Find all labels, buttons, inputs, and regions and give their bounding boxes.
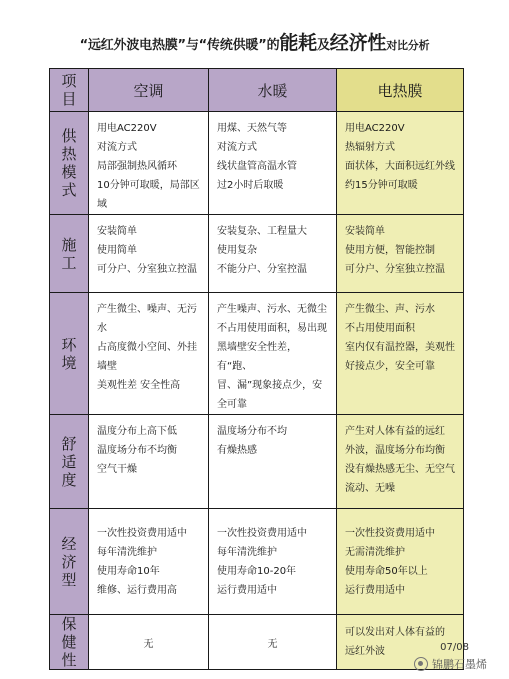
table-cell: 用电AC220V 对流方式 局部强制热风循环 10分钟可取暖，局部区域 (89, 112, 209, 215)
table-header-row (50, 69, 464, 112)
table-row-health (50, 615, 464, 670)
title-emphasis-energy: 能耗 (279, 32, 317, 54)
header-item: 项目 (50, 69, 89, 112)
table-cell: 温度分布上高下低 温度场分布不均衡 空气干燥 (89, 415, 209, 509)
table-cell: 安装简单 使用简单 可分户、分室独立控温 (89, 215, 209, 293)
table-cell: 用煤、天然气等 对流方式 线状盘管高温水管 过2小时后取暖 (209, 112, 337, 215)
table-row-comfort (50, 415, 464, 509)
table-cell: 安装简单 使用方便，智能控制 可分户、分室独立控温 (337, 215, 464, 293)
watermark (414, 656, 487, 672)
page-title (0, 28, 509, 55)
row-label: 经济型 (50, 509, 89, 615)
table-cell: 无 (209, 615, 337, 670)
table-cell: 无 (89, 615, 209, 670)
table-row-environment (50, 293, 464, 415)
comparison-table (49, 68, 464, 670)
title-text: “远红外波电热膜”与“传统供暖”的 (79, 38, 280, 53)
table-cell: 安装复杂、工程量大 使用复杂 不能分户、分室控温 (209, 215, 337, 293)
table-cell: 产生微尘、声、污水 不占用使用面积 室内仅有温控器，美观性 好接点少，安全可靠 (337, 293, 464, 415)
table-cell: 一次性投资费用适中 无需清洗维护 使用寿命50年以上 运行费用适中 (337, 509, 464, 615)
wechat-icon (414, 657, 428, 671)
row-label: 供热模式 (50, 112, 89, 215)
table-cell: 产生对人体有益的远红 外波，温度场分布均衡 没有燥热感无尘、无空气 流动、无噪 (337, 415, 464, 509)
row-label: 施工 (50, 215, 89, 293)
header-col-film: 电热膜 (337, 69, 464, 112)
title-suffix: 对比分析 (386, 39, 430, 52)
table-row-construction (50, 215, 464, 293)
table-cell: 可以发出对人体有益的 远红外波 (337, 615, 464, 670)
title-conjunction: 及 (316, 38, 330, 53)
header-col-ac: 空调 (89, 69, 209, 112)
row-label: 环境 (50, 293, 89, 415)
header-col-water: 水暖 (209, 69, 337, 112)
table-row-economy (50, 509, 464, 615)
page-number: 07/08 (440, 642, 469, 653)
table-cell: 一次性投资费用适中 每年清洗维护 使用寿命10-20年 运行费用适中 (209, 509, 337, 615)
watermark-text: 锦鹏石墨烯 (432, 658, 487, 671)
table-cell: 用电AC220V 热辐射方式 面状体，大面积远红外线 约15分钟可取暖 (337, 112, 464, 215)
table-cell: 温度场分布不均 有燥热感 (209, 415, 337, 509)
table-cell: 一次性投资费用适中 每年清洗维护 使用寿命10年 维修、运行费用高 (89, 509, 209, 615)
table-cell: 产生噪声、污水、无微尘 不占用使用面积，易出现 黑墙壁安全性差，有“跑、 冒、漏”现象接点少，安 全可靠 (209, 293, 337, 415)
row-label: 保健性 (50, 615, 89, 670)
title-emphasis-economy: 经济性 (329, 32, 387, 54)
table-row-heating (50, 112, 464, 215)
table-cell: 产生微尘、噪声、无污水 占高度微小空间、外挂墙壁 美观性差 安全性高 (89, 293, 209, 415)
row-label: 舒适度 (50, 415, 89, 509)
